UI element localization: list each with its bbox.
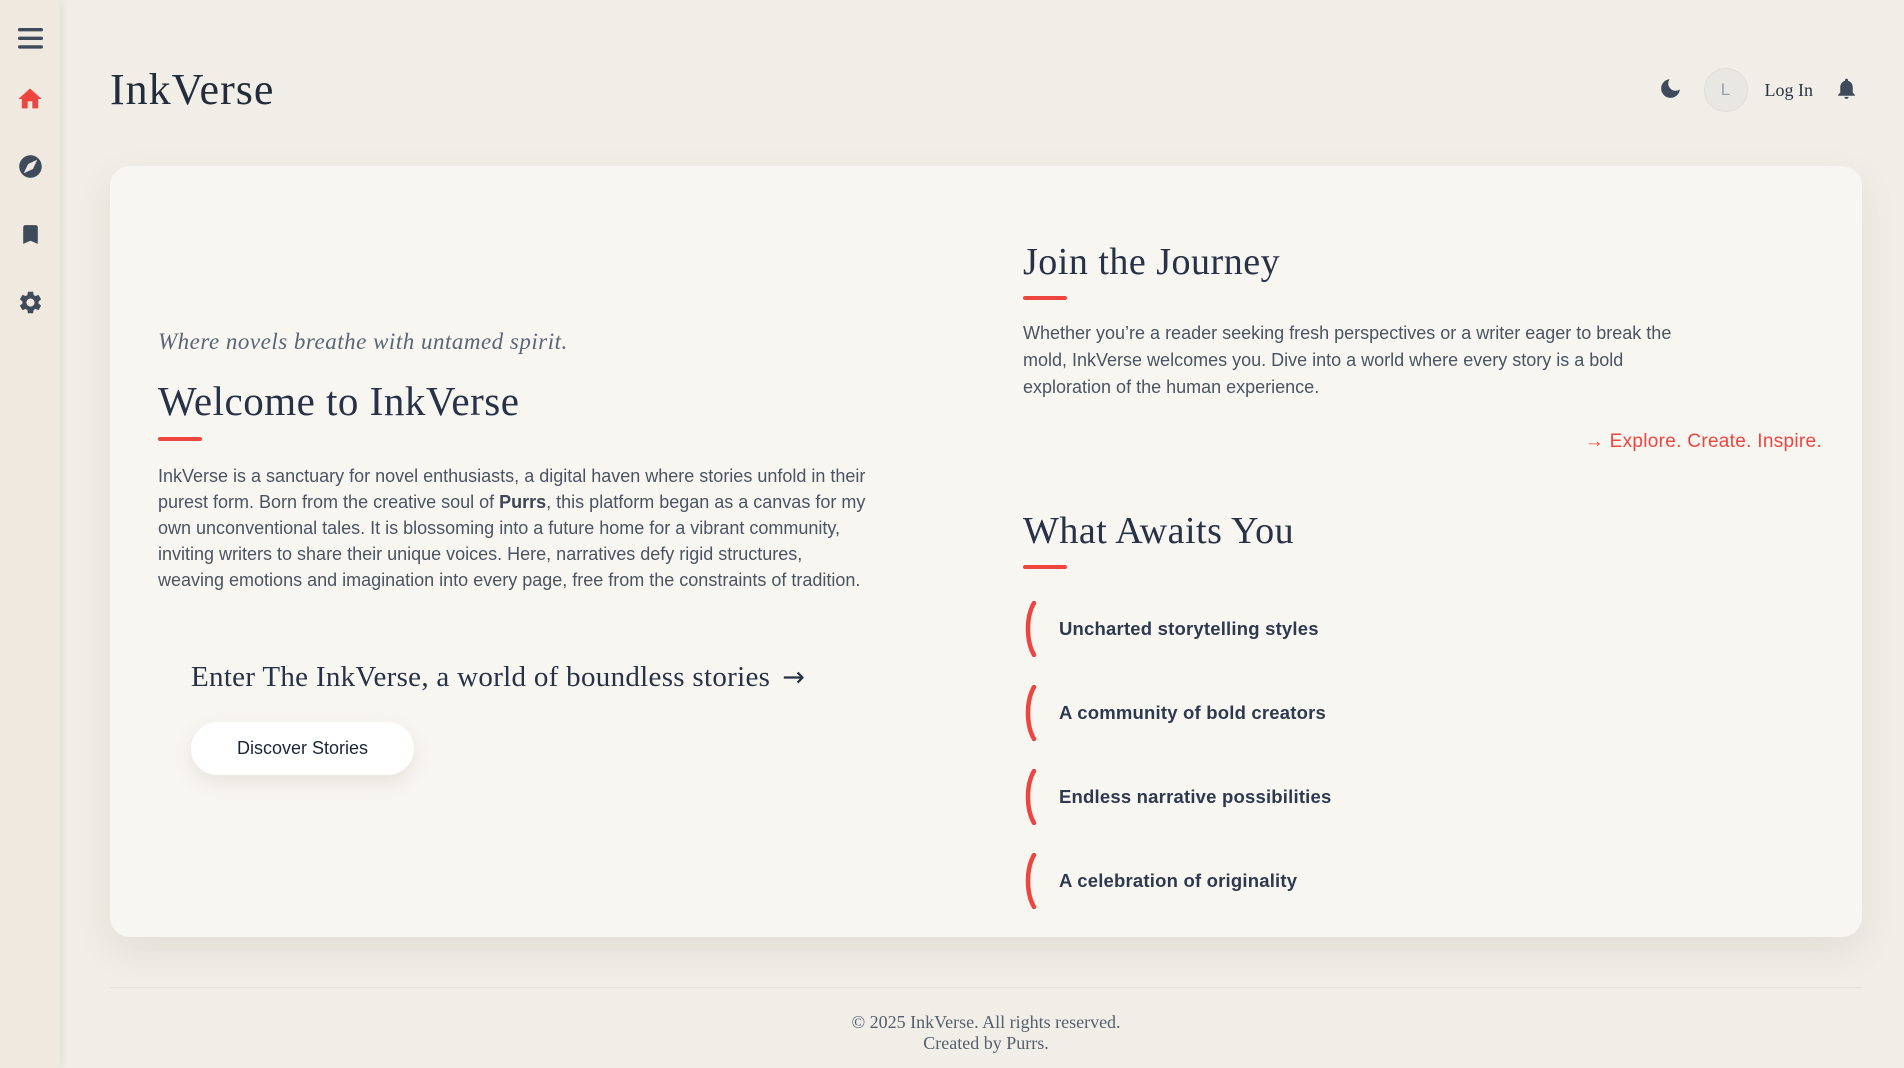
arrow-right-icon: → [782,661,806,693]
awaits-title: What Awaits You [1023,510,1295,552]
journey-body: Whether you’re a reader seeking fresh perspectives or a writer eager to break the mold, InkVerse welcomes you. Dive into a world where every story is a bold exploration of the human experience. [1023,323,1672,397]
welcome-column [158,166,873,937]
bell-icon [1834,76,1859,104]
journey-column [1023,166,1822,937]
bracket-icon [1023,769,1037,825]
header-actions [1655,68,1863,112]
journey-title: Join the Journey [1023,241,1281,283]
avatar-letter: L [1720,80,1731,99]
bookmark-icon [18,222,43,250]
sidebar-nav [14,84,46,320]
home-icon [16,85,44,116]
list-item [1023,601,1822,657]
list-item-label: Endless narrative possibilities [1059,786,1332,807]
list-item [1023,853,1822,909]
footer-credit: Created by Purrs. [923,1033,1049,1053]
sidebar-item-explore[interactable] [14,152,46,184]
motto-text: → Explore. Create. Inspire. [1584,431,1822,452]
list-item [1023,685,1822,741]
list-item-label: Uncharted storytelling styles [1059,618,1319,639]
main-page [60,0,1904,1068]
welcome-body-suffix: , this platform began as a canvas for my own unconventional tales. It is blossoming into a future home for a vibrant community, inviting writers to share their unique voices. Here, narratives defy rigid structures, weaving emotions and imagination into every page, free from the constraints of tradition. [158,491,866,590]
tagline: Where novels breathe with untamed spirit. [158,328,568,354]
sidebar-item-home[interactable] [14,84,46,116]
top-bar [60,0,1904,122]
list-item-label: A celebration of originality [1059,870,1298,891]
theme-toggle-button[interactable] [1655,74,1687,106]
login-link[interactable]: Log In [1764,79,1813,100]
sidebar [0,0,60,1068]
brand-title: InkVerse [110,65,275,114]
welcome-title: Welcome to InkVerse [158,377,520,424]
welcome-body-prefix: InkVerse is a sanctuary for novel enthusiasts, a digital haven where stories unfold in their purest form. Born from the creative soul of [158,465,866,512]
hero-card [110,166,1862,937]
awaits-underline [1023,565,1067,569]
welcome-body-bold: Purrs [499,491,547,512]
footer-copyright: © 2025 InkVerse. All rights reserved. [851,1012,1121,1032]
avatar[interactable] [1704,68,1748,112]
bracket-icon [1023,685,1037,741]
bracket-icon [1023,601,1037,657]
hamburger-menu-icon [18,28,43,52]
list-item-label: A community of bold creators [1059,702,1327,723]
list-item [1023,769,1822,825]
moon-icon [1658,76,1683,104]
enter-cta-text: Enter The InkVerse, a world of boundless stories [191,660,771,693]
menu-button[interactable] [14,24,46,56]
enter-cta-line [191,661,873,694]
awaits-list [1023,601,1822,909]
welcome-body [158,463,873,593]
notifications-button[interactable] [1830,74,1862,106]
sidebar-item-bookmarks[interactable] [14,220,46,252]
welcome-underline [158,437,202,441]
gear-icon [17,289,44,319]
journey-underline [1023,296,1067,300]
sidebar-item-settings[interactable] [14,288,46,320]
bracket-icon [1023,853,1037,909]
footer [110,987,1862,1054]
compass-icon [17,153,44,183]
discover-stories-button[interactable]: Discover Stories [191,722,414,775]
